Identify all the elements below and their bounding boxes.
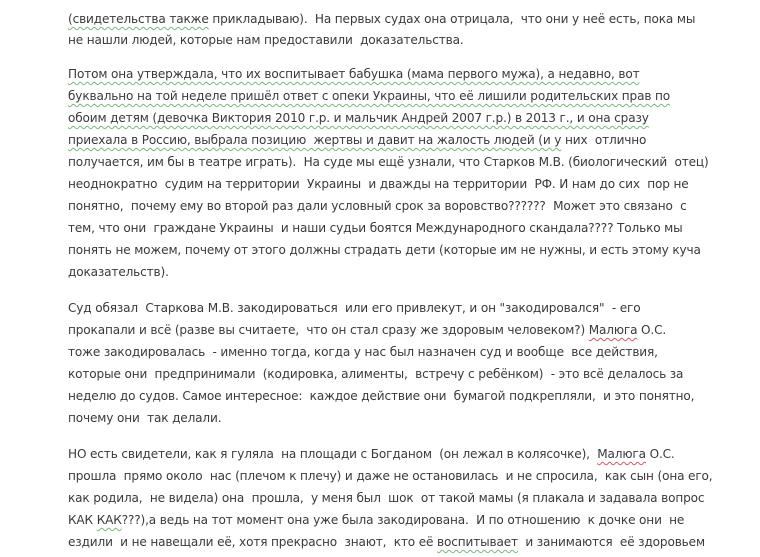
grammar-flagged-text: (свидетельства также <box>68 12 209 26</box>
text-run: тоже закодировалась - именно тогда, когда у нас был назначен суд и вообще все действия, <box>68 345 658 359</box>
text-run: получается, им бы в театре играть). На суде мы ещё узнали, что Старков М.В. (биологический отец) <box>68 155 709 169</box>
text-line <box>68 240 701 260</box>
text-line <box>68 466 712 486</box>
text-line <box>68 9 695 29</box>
text-line <box>68 408 221 428</box>
text-run: ездили и не навещали её, хотя прекрасно знают, кто её <box>68 535 438 549</box>
text-run: КАК <box>68 513 97 527</box>
text-line <box>68 30 464 50</box>
text-run: как родила, не видела) она прошла, у меня был шок от такой мамы (я плакала и задавала вопрос <box>68 491 705 505</box>
text-line <box>68 532 705 552</box>
text-line <box>68 510 684 530</box>
grammar-flagged-text: обоим детям (девочка Виктория 2010 г.р. и мальчик Андрей 2007 г.р.) в 2013 г., и она сразу <box>68 111 649 125</box>
text-run: понять не можем, почему от этого должны страдать дети (которые им не нужны, и есть этому куча <box>68 243 701 257</box>
text-line <box>68 130 646 150</box>
text-run: не нашли людей, которые нам предоставили доказательства. <box>68 33 464 47</box>
text-line <box>68 196 687 216</box>
text-line <box>68 488 704 508</box>
text-run: О.С. <box>645 447 675 461</box>
text-run: неоднократно судим на территории Украины и дважды на территории РФ. И нам до сих пор не <box>68 177 689 191</box>
text-run: и занимаются её здоровьем <box>517 535 705 549</box>
text-run: прикладываю). На первых судах она отрицала, что они у неё есть, пока мы <box>208 12 696 26</box>
text-run: прошла прямо около нас (плечом к плечу) и даже не остановилась и не спросила, как сын (она его, <box>68 469 713 483</box>
text-run: О.С. <box>637 323 667 337</box>
spelling-flagged-text: Малюга <box>597 447 646 461</box>
grammar-flagged-text: приехала в Россию, выбрала позицию жертвы и давит на жалость людей (и у <box>68 133 562 147</box>
text-run: понятно, почему ему во второй раз дали условный срок за воровство?????? Может это связано с <box>68 199 687 213</box>
text-run: которые они предпринимали (кодировка, алименты, встречу с ребёнком) - это всё делалось за <box>68 367 684 381</box>
text-run: почему они так делали. <box>68 411 222 425</box>
text-run: ???),а ведь на тот момент она уже была закодирована. И по отношению к дочке они не <box>121 513 685 527</box>
text-line <box>68 64 639 84</box>
text-line <box>68 444 675 464</box>
grammar-flagged-text: Потом она утверждала, что их воспитывает бабушка (мама первого мужа), а недавно, вот <box>68 67 640 81</box>
text-run: прокапали и всё (разве вы считаете, что он стал сразу же здоровым человеком?) <box>68 323 589 337</box>
text-line <box>68 342 658 362</box>
text-line <box>68 152 709 172</box>
spelling-flagged-text: Малюга <box>588 323 638 337</box>
text-line <box>68 262 169 282</box>
text-line <box>68 218 683 238</box>
grammar-flagged-text: буквально на той неделе пришёл ответ с опеки Украины, что её лишили родительских прав по <box>68 89 671 103</box>
text-run: НО есть свидетели, как я гуляла на площади с Богданом (он лежал в колясочке), <box>68 447 598 461</box>
text-run: неделю до судов. Самое интересное: каждое действие они бумагой подкрепляли, и это понятно, <box>68 389 695 403</box>
text-line <box>68 108 649 128</box>
text-run: доказательств). <box>68 265 169 279</box>
text-line <box>68 320 666 340</box>
text-line <box>68 364 683 384</box>
text-line <box>68 386 694 406</box>
text-run: тем, что они граждане Украины и наши судьи боятся Международного скандала???? Только мы <box>68 221 683 235</box>
text-line <box>68 298 640 318</box>
grammar-flagged-text: воспитывает <box>437 535 518 549</box>
text-run: Суд обязал Старкова М.В. закодироваться или его привлекут, и он "закодировался" - его <box>68 301 641 315</box>
text-run: них отлично <box>561 133 647 147</box>
text-line <box>68 86 670 106</box>
grammar-flagged-text: КАК <box>96 513 122 527</box>
text-line <box>68 174 689 194</box>
